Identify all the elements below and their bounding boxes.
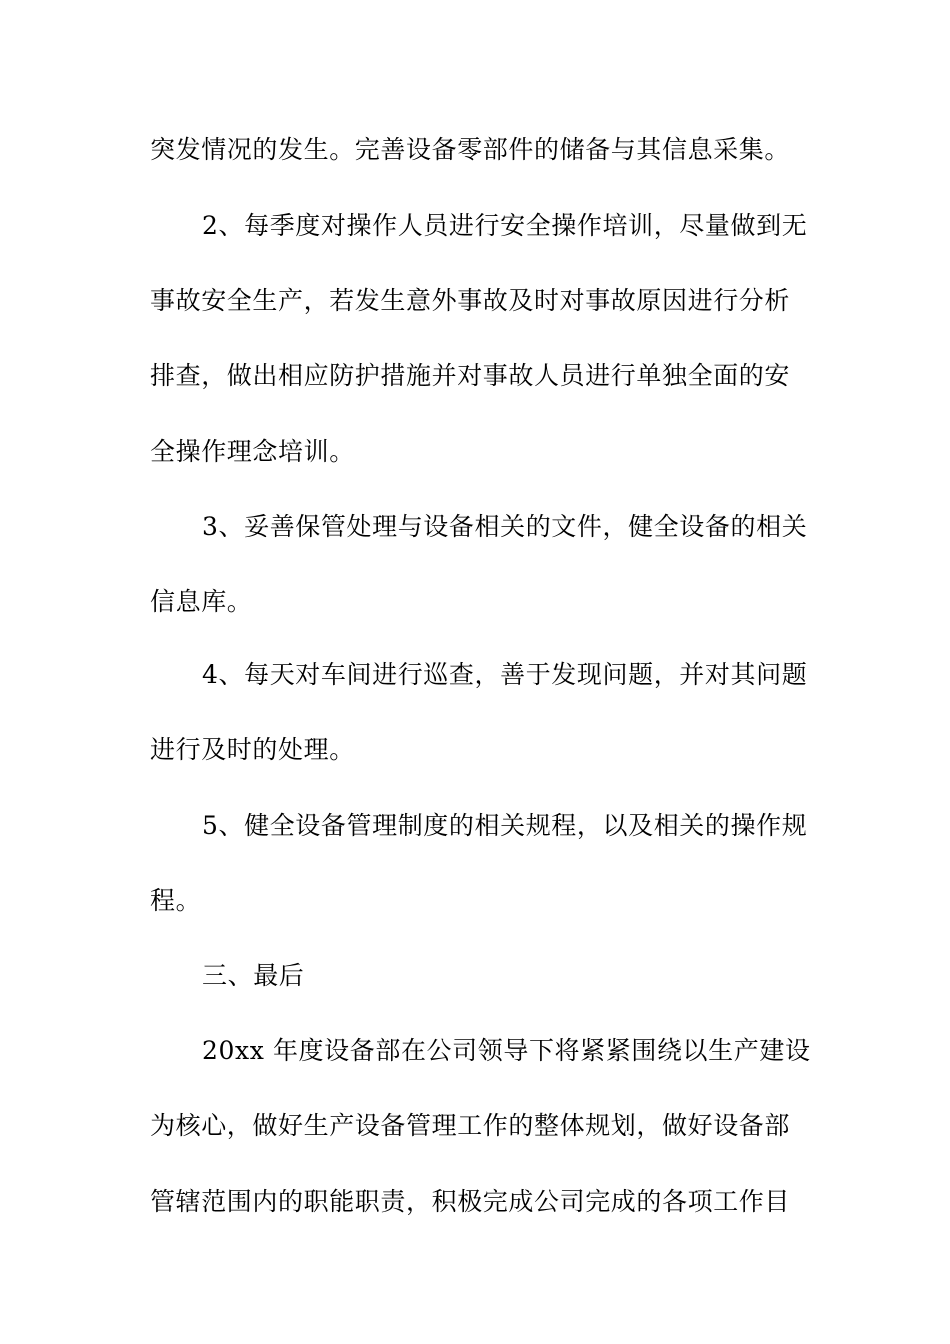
paragraph-line: 进行及时的处理。 [150,735,355,764]
paragraph-line: 为核心，做好生产设备管理工作的整体规划，做好设备部 [150,1111,791,1140]
section-heading: 三、最后 [202,961,305,990]
paragraph-line: 4、每天对车间进行巡查，善于发现问题，并对其问题 [202,660,808,689]
paragraph-line: 5、健全设备管理制度的相关规程，以及相关的操作规 [202,811,808,840]
paragraph-line: 信息库。 [150,587,253,616]
paragraph-line: 管辖范围内的职能职责，积极完成公司完成的各项工作目 [150,1187,791,1216]
paragraph-line: 2、每季度对操作人员进行安全操作培训，尽量做到无 [202,211,808,240]
paragraph-line: 20xx 年度设备部在公司领导下将紧紧围绕以生产建设 [202,1036,811,1065]
paragraph-line: 3、妥善保管处理与设备相关的文件，健全设备的相关 [202,512,808,541]
paragraph-line: 全操作理念培训。 [150,437,355,466]
paragraph-line: 程。 [150,886,202,915]
paragraph-line: 突发情况的发生。完善设备零部件的储备与其信息采集。 [150,135,791,164]
paragraph-line: 事故安全生产，若发生意外事故及时对事故原因进行分析 [150,286,791,315]
paragraph-line: 排查，做出相应防护措施并对事故人员进行单独全面的安 [150,361,791,390]
